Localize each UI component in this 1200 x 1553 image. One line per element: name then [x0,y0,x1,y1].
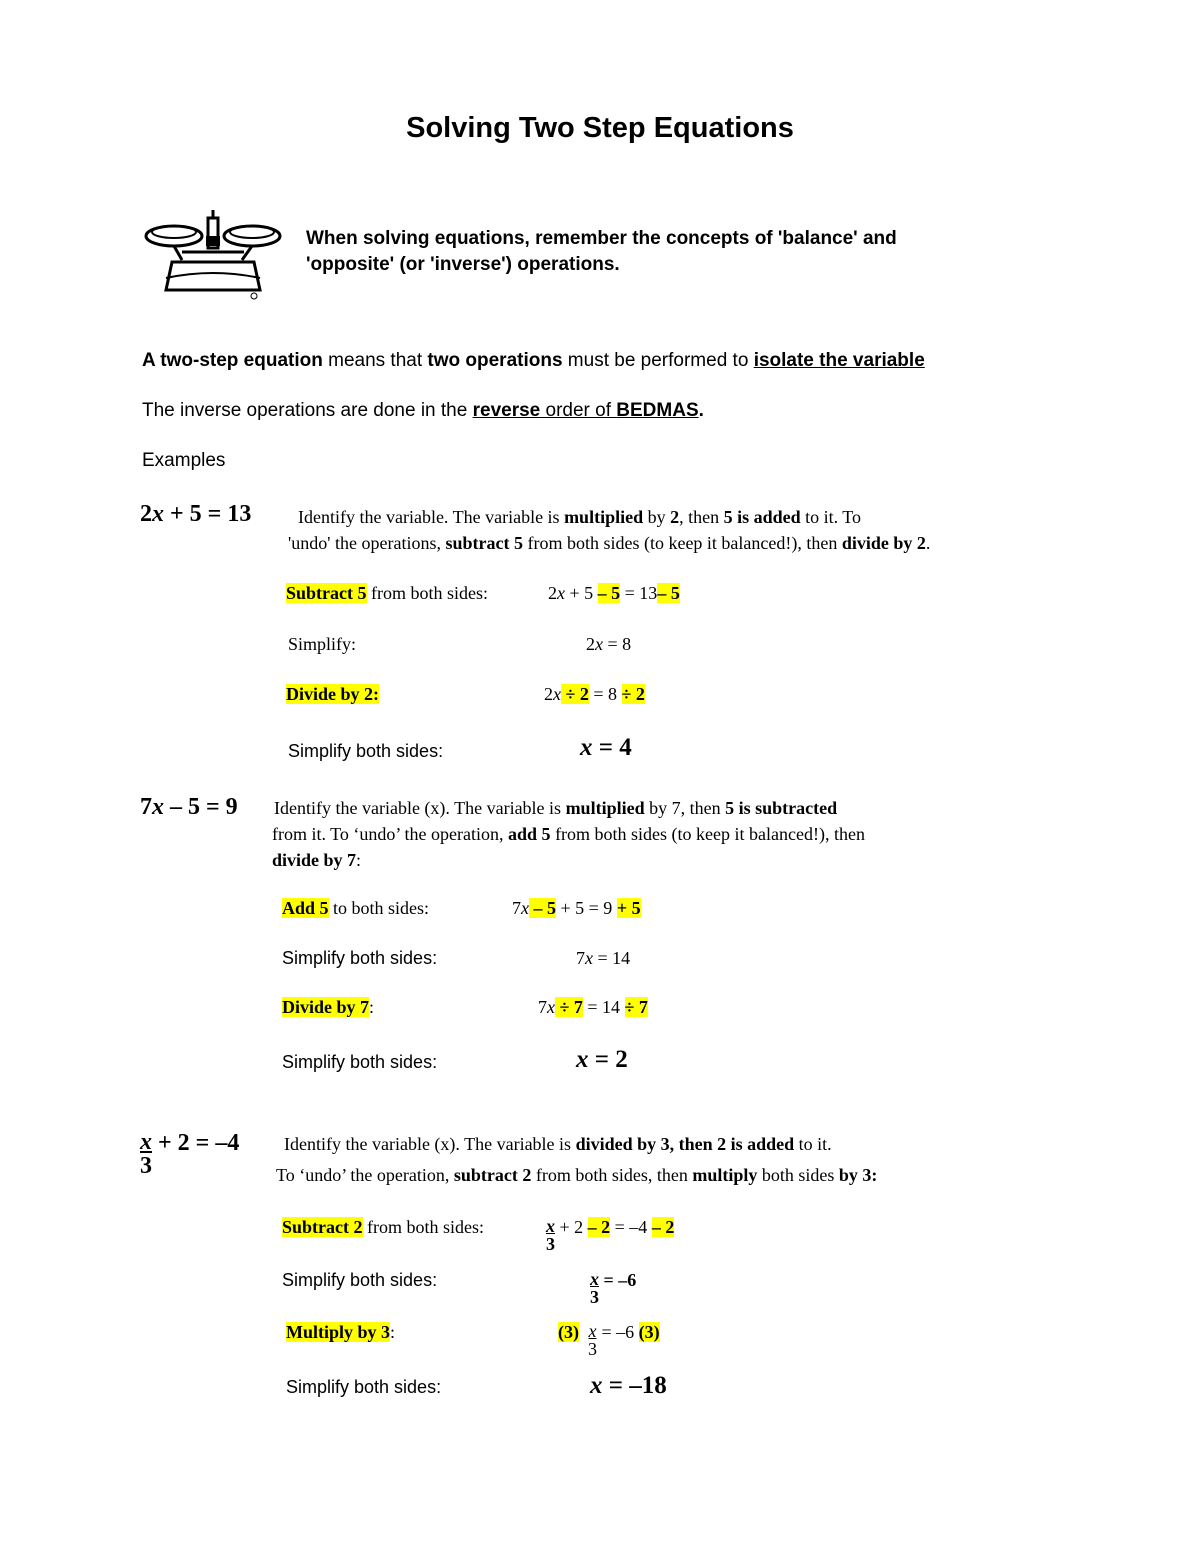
ex1-d1c: by [643,507,671,527]
ex1-s1-eq-hl2: – 5 [657,583,680,603]
ex3-s1-eq-a: + 2 [555,1217,588,1237]
ex3-s1-eq-hl1: – 2 [587,1217,611,1237]
ex2-s1-eq-hl1: – 5 [529,898,556,918]
ex1-s3-eq-x: x [553,684,561,704]
ex2-s2-eq-x: x [585,948,593,968]
ex2-step-2-eq [576,948,630,969]
ex2-d1d: 5 is subtracted [725,798,838,818]
ex3-desc-line-2 [276,1165,877,1186]
ex2-s3-eq-x: x [547,997,555,1017]
ex3-s1-den: 3 [546,1234,555,1254]
ex2-d1c: by 7, then [644,798,726,818]
ex1-d1d: 2 [670,507,680,527]
ex3-step-1-eq [546,1217,674,1253]
ex2-s3-hl: Divide by 7 [282,997,370,1017]
ex1-s2-eq-b: = 8 [603,634,632,654]
ex1-s2-eq-a: 2 [586,634,595,654]
ex1-s3-eq-hl2: ÷ 2 [621,684,645,704]
inv-bedmas: BEDMAS [616,400,699,421]
ex3-s3-eq-b: = –6 [597,1322,639,1342]
ex1-s3-eq-a: 2 [544,684,553,704]
ex3-s3-den: 3 [588,1339,597,1359]
ex1-step-1-eq [548,583,680,604]
ex2-step-3-eq [538,997,648,1018]
ex3-s1-label: from both sides: [362,1217,484,1237]
ex1-d1e: , then [679,507,724,527]
ex3-d2b: subtract 2 [453,1165,532,1185]
ex2-s1-hl: Add 5 [282,898,329,918]
ex3-step-4-eq [590,1372,667,1400]
ex3-d2a: To ‘undo’ the operation, [276,1165,454,1185]
ex2-d2b: add 5 [508,824,551,844]
ex2-desc-line-2 [272,824,865,845]
ex1-d2e: . [925,533,931,553]
ex3-d2f: by 3: [838,1165,878,1185]
ex1-s1-eq-x: x [557,583,565,603]
ex3-equation [140,1130,239,1178]
ex1-s3-eq-hl1: ÷ 2 [561,684,589,704]
ex1-eq-a: 2 [140,501,152,527]
ex1-s4-eq-x: x [580,734,593,761]
inv-text-1: The inverse operations are done in the [142,400,473,421]
intro-text [306,226,1006,278]
definition-line [142,350,925,372]
ex1-s4-eq-b: = 4 [592,734,632,761]
ex2-s3-eq-hl2: ÷ 7 [624,997,648,1017]
ex3-eq-b: + 2 = –4 [152,1130,240,1156]
ex2-step-4-label: Simplify both sides: [282,1052,438,1072]
ex3-eq-den: 3 [140,1153,152,1179]
ex2-step-1-eq [512,898,641,919]
ex1-desc-line-2 [288,533,930,554]
ex2-d1a: Identify the variable (x). The variable is [274,798,566,818]
ex1-s1-eq-b: + 5 [565,583,598,603]
page-title: Solving Two Step Equations [406,112,794,144]
inv-reverse: reverse [472,400,541,421]
examples-label: Examples [142,450,226,471]
ex1-d1f: 5 is added [723,507,801,527]
ex2-step-4-eq [576,1046,628,1074]
ex3-s1-eq-b: = –4 [610,1217,652,1237]
ex2-s1-eq-hl2: + 5 [616,898,641,918]
ex3-d2c: from both sides, then [531,1165,693,1185]
ex3-s3-hl: Multiply by 3 [286,1322,391,1342]
ex3-s2-num: x [590,1269,599,1289]
ex2-desc-line-1 [274,798,837,819]
ex2-s1-label: to both sides: [328,898,430,918]
ex1-step-3-eq [544,684,645,705]
ex2-eq-x: x [152,794,164,820]
def-term: A two-step equation [142,350,323,371]
def-isolate: isolate the variable [753,350,925,371]
ex2-d3a: divide by 7 [272,850,357,870]
ex3-s2-den: 3 [590,1287,599,1307]
ex1-step-4-label: Simplify both sides: [288,741,444,761]
ex3-d1b: divided by 3, then 2 is added [575,1134,795,1154]
ex3-s3-num: x [588,1321,597,1341]
ex3-d1a: Identify the variable (x). The variable is [284,1134,576,1154]
ex1-d2c: from both sides (to keep it balanced!), then [522,533,842,553]
ex3-s3-label: : [390,1322,396,1342]
def-two-operations: two operations [427,350,563,371]
ex3-step-2-label: Simplify both sides: [282,1270,438,1290]
ex1-d2a: 'undo' the operations, [288,533,446,553]
ex3-eq-num: x [140,1129,152,1155]
def-text-4: must be performed to [562,350,754,371]
ex1-eq-b: + 5 = 13 [164,501,252,527]
ex2-step-3-label [282,997,374,1018]
ex1-d2d: divide by 2 [841,533,926,553]
ex2-d2c: from both sides (to keep it balanced!), then [550,824,865,844]
ex2-s2-eq-a: 7 [576,948,585,968]
ex3-s1-num: x [546,1216,555,1236]
ex2-s3-eq-b: = 14 [582,997,625,1017]
ex3-s4-eq-x: x [590,1372,603,1399]
ex1-step-3-label [286,684,379,705]
inv-period: . [698,400,704,421]
ex3-s3-eq-hl1: (3) [558,1322,579,1342]
ex3-s1-eq-hl2: – 2 [651,1217,675,1237]
ex2-s4-eq-x: x [576,1046,589,1073]
ex1-s1-eq-hl1: – 5 [597,583,621,603]
ex2-d1b: multiplied [565,798,645,818]
ex3-step-3-eq [558,1322,660,1358]
ex3-step-4-label: Simplify both sides: [286,1377,442,1397]
ex1-d1b: multiplied [564,507,644,527]
ex2-step-1-label [282,898,429,919]
ex3-step-3-label [286,1322,395,1343]
ex1-step-1-label [286,583,488,604]
ex2-s3-label: : [369,997,375,1017]
ex3-step-1-label [282,1217,484,1238]
ex1-s1-hl: Subtract 5 [286,583,367,603]
ex2-s4-eq-b: = 2 [588,1046,628,1073]
ex2-step-2-label: Simplify both sides: [282,948,438,968]
ex2-eq-b: – 5 = 9 [164,794,238,820]
ex1-s3-eq-b: = 8 [588,684,622,704]
ex2-s3-eq-hl1: ÷ 7 [555,997,583,1017]
ex1-s1-eq-c: = 13 [620,583,658,603]
ex1-d1g: to it. To [800,507,862,527]
ex2-d2a: from it. To ‘undo’ the operation, [272,824,509,844]
inverse-line [142,400,704,422]
ex3-s3-eq-hl2: (3) [638,1322,660,1342]
ex2-s2-eq-b: = 14 [593,948,631,968]
ex2-desc-line-3 [272,850,361,871]
balance-scale-icon [142,208,287,300]
ex3-d2d: multiply [692,1165,758,1185]
ex2-s1-eq-a: 7 [512,898,521,918]
ex1-s1-eq-a: 2 [548,583,557,603]
ex3-s2-eq-b: = –6 [599,1270,637,1290]
ex2-eq-a: 7 [140,794,152,820]
ex1-s1-label: from both sides: [366,583,488,603]
ex2-s1-eq-b: + 5 = 9 [556,898,617,918]
ex2-s3-eq-a: 7 [538,997,547,1017]
intro-line-1: When solving equations, remember the concepts of 'balance' and [306,228,897,249]
ex1-d2b: subtract 5 [445,533,523,553]
ex1-s2-eq-x: x [595,634,603,654]
ex3-desc-line-1 [284,1134,832,1155]
ex1-eq-x: x [152,501,164,527]
ex3-d2e: both sides [757,1165,839,1185]
ex2-equation [140,794,238,821]
ex3-d1c: to it. [794,1134,832,1154]
ex1-s3-hl: Divide by 2: [286,684,380,704]
ex1-d1a: Identify the variable. The variable is [298,507,565,527]
ex1-step-2-eq [586,634,631,655]
ex2-s1-eq-x: x [521,898,529,918]
ex1-step-4-eq [580,734,632,762]
ex3-s1-hl: Subtract 2 [282,1217,363,1237]
inv-text-3: order of [540,400,617,421]
def-text-2: means that [322,350,428,371]
ex3-step-2-eq [590,1270,636,1306]
ex1-equation [140,501,251,528]
ex1-step-2-label: Simplify: [288,634,357,654]
intro-line-2: 'opposite' (or 'inverse') operations. [306,254,620,275]
ex1-desc-line-1 [298,507,861,528]
ex3-s4-eq-b: = –18 [602,1372,667,1399]
ex2-d3b: : [356,850,362,870]
